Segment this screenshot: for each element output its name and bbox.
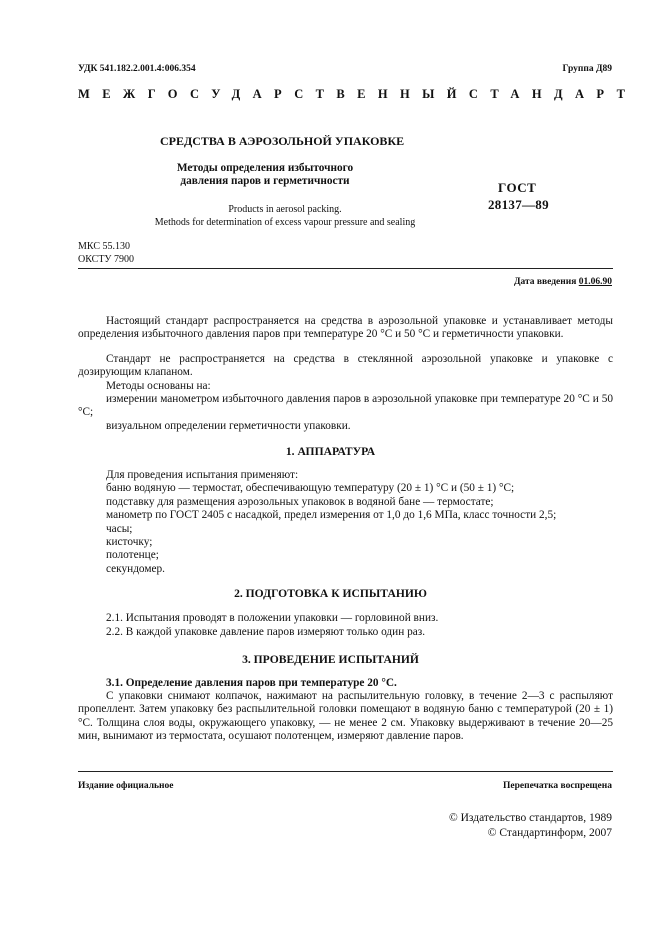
subsection-3-1-text: С упаковки снимают колпачок, нажимают на распылительную головку, в течение 2—3 с распыляют пропеллент. Затем упаковку без распылительной головки помещают в водяную баню с температурой (20 ± 1) °С. Толщина слоя воды, окружающего упаковку, — не менее 2 см. Упаковку выдерживают в течение 20—25 мин, вынимают из термостата, осушают полотенцем, измеряют давление паров. (78, 690, 613, 743)
equipment-item: подставку для размещения аэрозольных упаковок в водяной бане — термостате; (106, 495, 494, 508)
banner-word-standard: СТАНДАРТ (468, 87, 638, 101)
english-title-line-2: Methods for determination of excess vapour pressure and sealing (154, 217, 416, 228)
document-subtitle: Методы определения избыточного давления паров и герметичности (176, 162, 354, 187)
equipment-lead: Для проведения испытания применяют: (106, 469, 299, 481)
udk-code: УДК 541.182.2.001.4:006.354 (78, 64, 196, 74)
section-2-heading: 2. ПОДГОТОВКА К ИСПЫТАНИЮ (234, 587, 427, 600)
gost-label: ГОСТ (498, 180, 537, 195)
equipment-item: полотенце; (106, 549, 159, 562)
introduction-date-value: 01.06.90 (578, 277, 612, 287)
copyright-line-1: © Издательство стандартов, 1989 (448, 812, 612, 824)
equipment-item: секундомер. (106, 562, 166, 575)
official-edition-note: Издание официальное (78, 781, 174, 791)
copyright-line-2: © Стандартинформ, 2007 (487, 827, 612, 839)
divider-bottom (78, 771, 613, 772)
equipment-item: часы; (106, 522, 133, 535)
section-1-heading: 1. АППАРАТУРА (285, 445, 376, 458)
english-title (138, 203, 432, 229)
preparation-item-2-2: 2.2. В каждой упаковке давление паров измеряют только один раз. (106, 626, 426, 638)
equipment-item: баню водяную — термостат, обеспечивающую температуру (20 ± 1) °С и (50 ± 1) °С; (106, 482, 515, 495)
equipment-item: манометр по ГОСТ 2405 с насадкой, предел измерения от 1,0 до 1,6 МПа, класс точности 2,5; (106, 509, 557, 522)
reprint-prohibited-note: Перепечатка воспрещена (502, 781, 612, 791)
okstu-code: ОКСТУ 7900 (78, 254, 135, 265)
gost-number: 28137—89 (488, 197, 549, 212)
intro-paragraph-exclusion: Стандарт не распространяется на средства в стеклянной аэрозольной упаковке и упаковке с дозирующим клапаном. (78, 353, 613, 379)
classification-codes (78, 240, 134, 266)
section-3-heading: 3. ПРОВЕДЕНИЕ ИСПЫТАНИЙ (242, 653, 419, 666)
document-title: СРЕДСТВА В АЭРОЗОЛЬНОЙ УПАКОВКЕ (160, 134, 405, 148)
mks-code: МКС 55.130 (78, 241, 130, 252)
intro-paragraph-methods-lead: Методы основаны на: (106, 380, 211, 392)
standard-banner (78, 87, 638, 102)
intro-paragraph-method-visual: визуальном определении герметичности упаковки. (106, 420, 351, 432)
divider-top (78, 268, 613, 269)
group-code: Группа Д89 (562, 64, 612, 74)
equipment-list (106, 469, 613, 576)
preparation-item-2-1: 2.1. Испытания проводят в положении упаковки — горловиной вниз. (106, 612, 439, 624)
equipment-item: кисточку; (106, 536, 153, 549)
introduction-date (514, 277, 612, 287)
introduction-date-label: Дата введения (513, 277, 577, 287)
intro-paragraph-scope: Настоящий стандарт распространяется на средства в аэрозольной упаковке и устанавливает методы определения избыточного давления паров при температуре 20 °С и 50 °С и герметичности упаковки. (78, 315, 613, 341)
intro-paragraph-method-pressure: измерении манометром избыточного давления паров в аэрозольной упаковке при температуре 20 °С и 50 °С; (78, 393, 613, 419)
banner-word-interstate: МЕЖГОСУДАРСТВЕННЫЙ (78, 87, 469, 101)
english-title-line-1: Products in aerosol packing. (228, 204, 342, 215)
subsection-3-1-heading: 3.1. Определение давления паров при температуре 20 °С. (106, 677, 397, 689)
